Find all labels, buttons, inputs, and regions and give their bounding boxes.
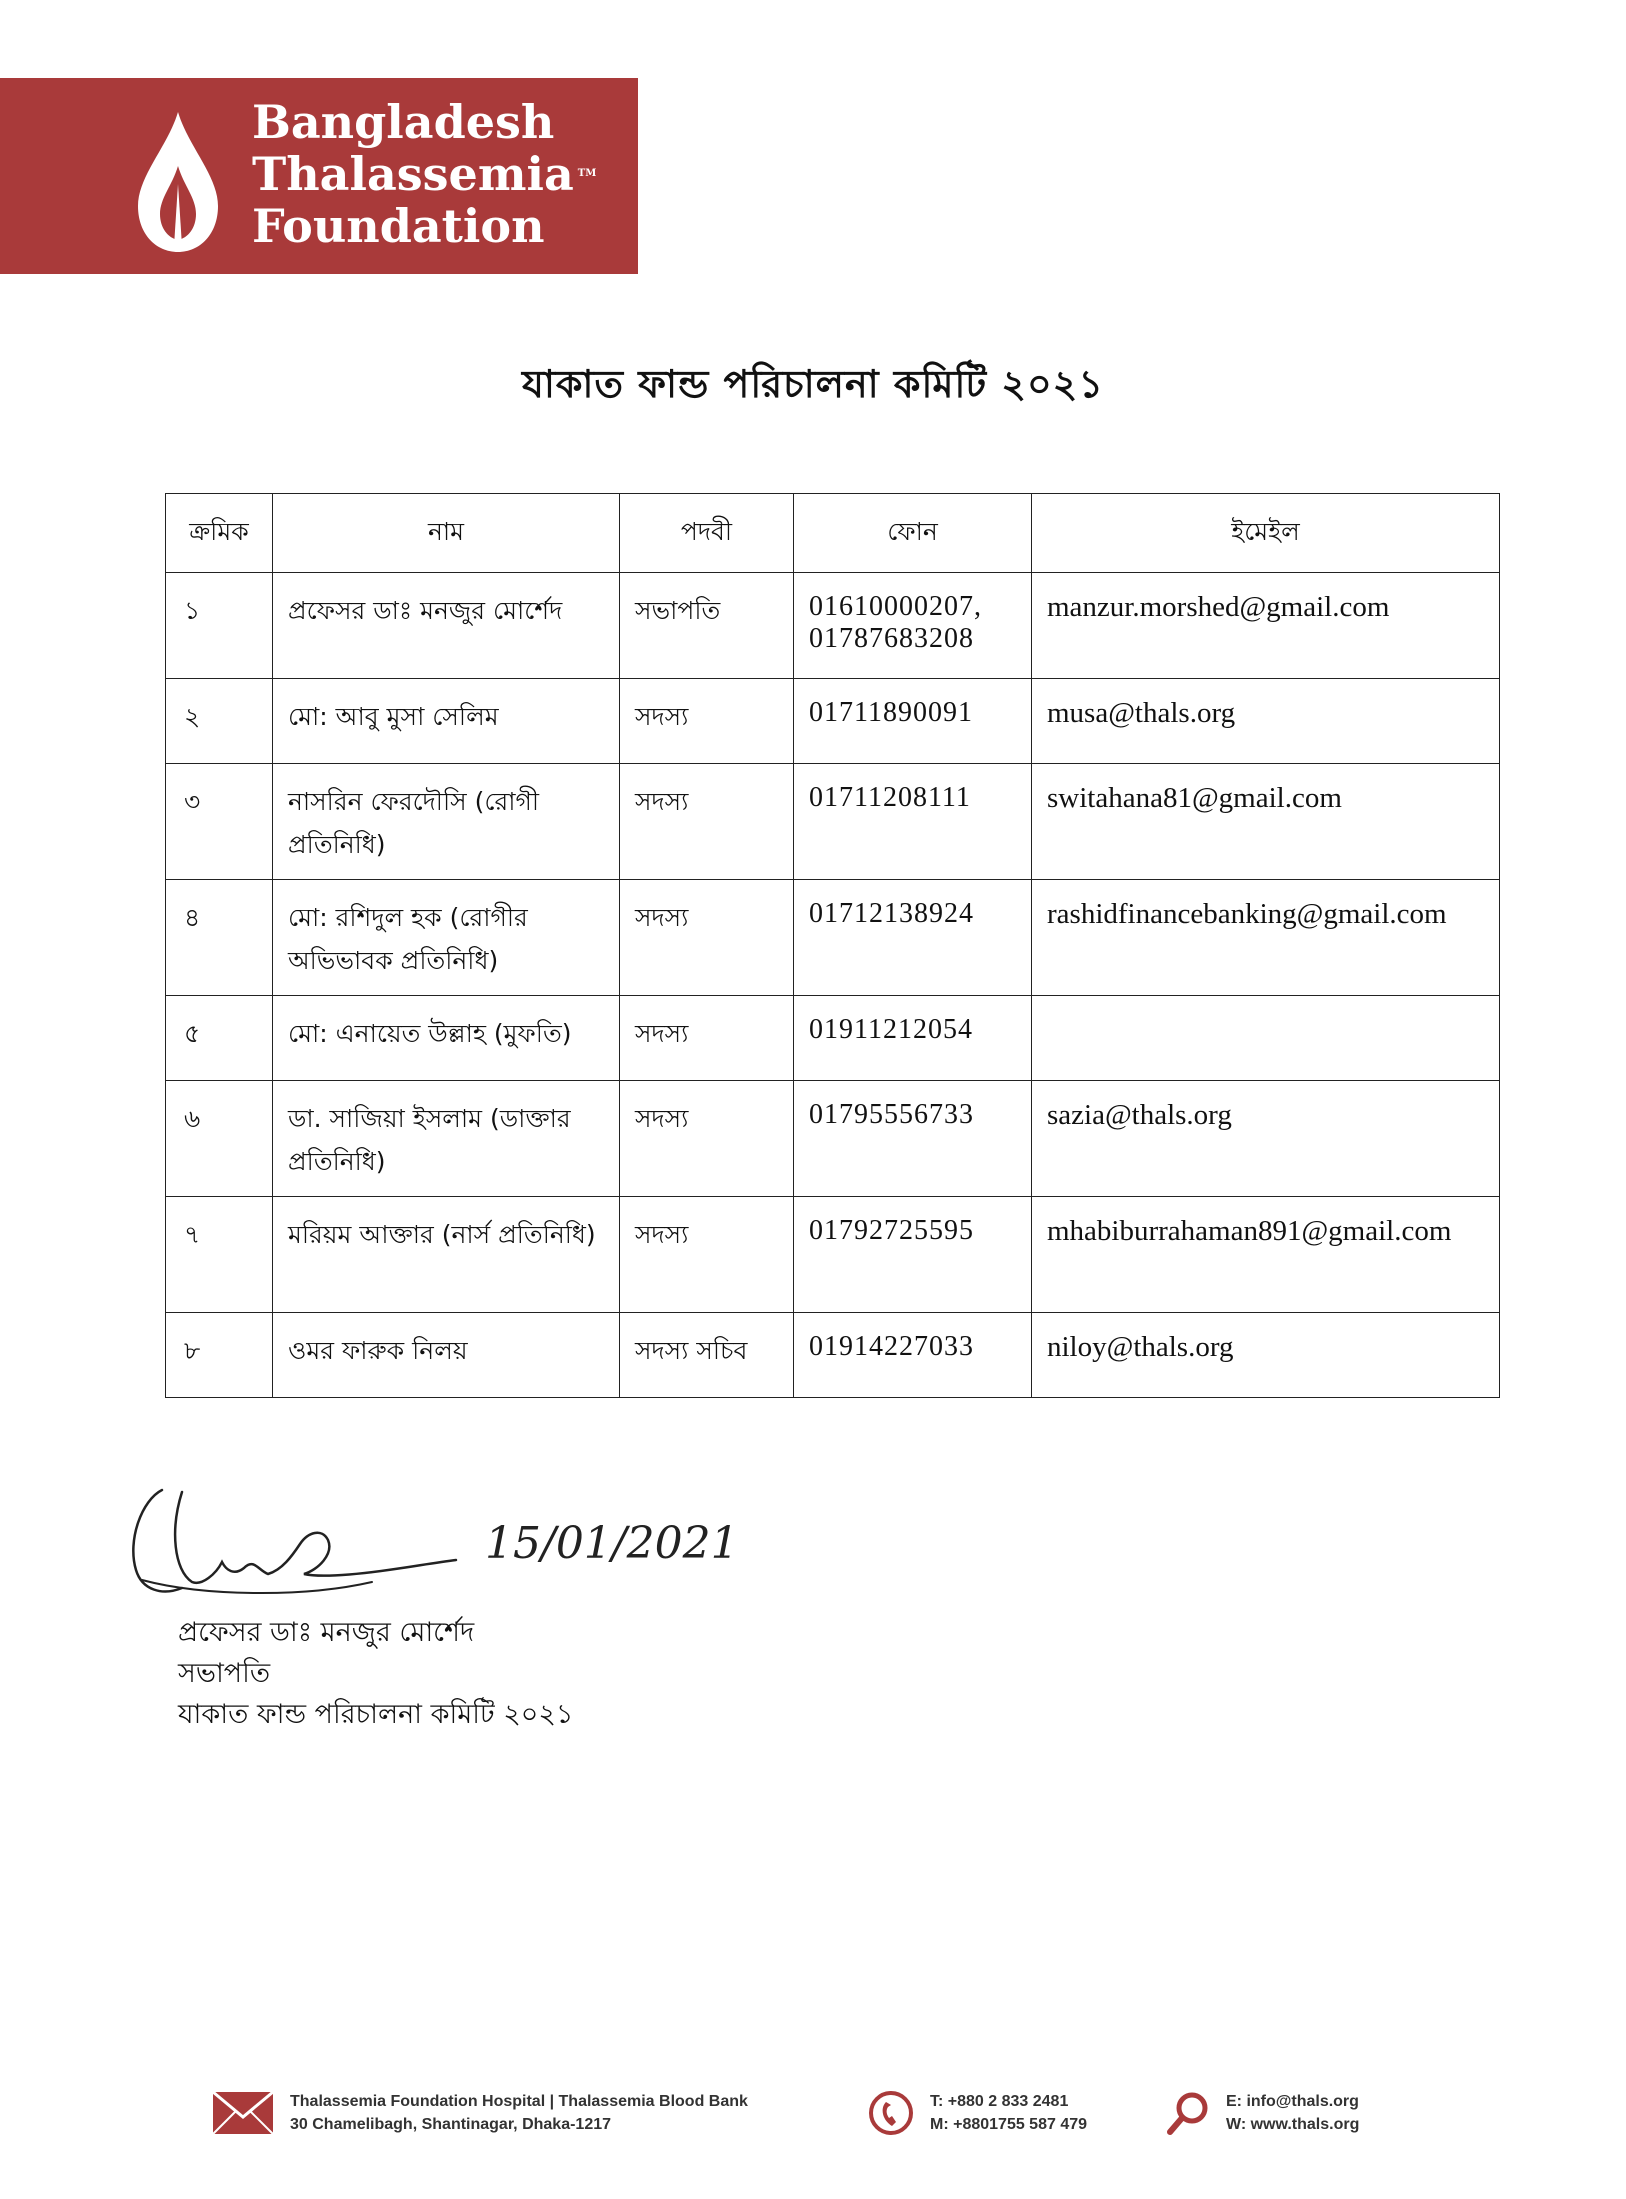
table-row — [166, 1313, 1500, 1398]
blood-drop-logo-icon — [128, 106, 228, 256]
header-email: ইমেইল — [1032, 494, 1500, 573]
name-cell: ডা. সাজিয়া ইসলাম (ডাক্তার প্রতিনিধি) — [273, 1081, 620, 1197]
table-row — [166, 880, 1500, 996]
foundation-logo — [0, 78, 638, 274]
email-cell: sazia@thals.org — [1032, 1081, 1500, 1197]
phone-cell: 01792725595 — [794, 1197, 1032, 1313]
phone-cell: 01795556733 — [794, 1081, 1032, 1197]
email-cell: manzur.morshed@gmail.com — [1032, 573, 1500, 679]
signatory-role: সভাপতি — [178, 1658, 271, 1689]
logo-line-2: Thalassemia — [252, 147, 574, 201]
footer-email-line: E: info@thals.org — [1226, 2093, 1359, 2110]
position-cell: সদস্য — [620, 1081, 794, 1197]
position-cell: সদস্য — [620, 1197, 794, 1313]
phone-icon — [868, 2090, 914, 2136]
name-cell: প্রফেসর ডাঃ মনজুর মোর্শেদ — [273, 573, 620, 679]
footer-tel-line-1: T: +880 2 833 2481 — [930, 2093, 1069, 2110]
serial-cell: ৭ — [166, 1197, 273, 1313]
phone-cell: 01911212054 — [794, 996, 1032, 1081]
logo-line-1: Bangladesh — [252, 95, 555, 149]
email-cell: switahana81@gmail.com — [1032, 764, 1500, 880]
email-cell — [1032, 996, 1500, 1081]
email-cell: musa@thals.org — [1032, 679, 1500, 764]
committee-table — [165, 493, 1500, 1398]
serial-cell: ৪ — [166, 880, 273, 996]
handwritten-signature — [122, 1470, 462, 1610]
email-cell: rashidfinancebanking@gmail.com — [1032, 880, 1500, 996]
name-cell: মো: রশিদুল হক (রোগীর অভিভাবক প্রতিনিধি) — [273, 880, 620, 996]
logo-line-3: Foundation — [252, 199, 545, 253]
magnifier-icon — [1166, 2090, 1210, 2136]
header-position: পদবী — [620, 494, 794, 573]
footer-address-line-1: Thalassemia Foundation Hospital | Thalassemia Blood Bank — [290, 2093, 748, 2110]
serial-cell: ৮ — [166, 1313, 273, 1398]
table-row — [166, 679, 1500, 764]
email-cell: niloy@thals.org — [1032, 1313, 1500, 1398]
header-phone: ফোন — [794, 494, 1032, 573]
position-cell: সদস্য — [620, 880, 794, 996]
serial-cell: ৩ — [166, 764, 273, 880]
position-cell: সদস্য — [620, 996, 794, 1081]
serial-cell: ১ — [166, 573, 273, 679]
footer-phone — [868, 2090, 1087, 2136]
table-row — [166, 764, 1500, 880]
logo-wordmark — [252, 96, 596, 252]
signatory-block — [178, 1612, 573, 1735]
phone-cell: 01711890091 — [794, 679, 1032, 764]
signatory-committee: যাকাত ফান্ড পরিচালনা কমিটি ২০২১ — [178, 1699, 574, 1730]
mail-envelope-icon — [212, 2091, 274, 2135]
name-cell: ওমর ফারুক নিলয় — [273, 1313, 620, 1398]
page-footer — [0, 2090, 1626, 2170]
table-row — [166, 1081, 1500, 1197]
signatory-name: প্রফেসর ডাঃ মনজুর মোর্শেদ — [178, 1617, 475, 1648]
name-cell: মো: এনায়েত উল্লাহ (মুফতি) — [273, 996, 620, 1081]
table-body — [166, 573, 1500, 1398]
table-header-row — [166, 494, 1500, 573]
phone-cell — [794, 573, 1032, 679]
position-cell: সদস্য — [620, 764, 794, 880]
position-cell: সদস্য — [620, 679, 794, 764]
table-row — [166, 996, 1500, 1081]
signature-date: 15/01/2021 — [485, 1518, 739, 1569]
position-cell: সদস্য সচিব — [620, 1313, 794, 1398]
phone-cell: 01712138924 — [794, 880, 1032, 996]
phone-cell: 01914227033 — [794, 1313, 1032, 1398]
table-row — [166, 1197, 1500, 1313]
email-cell: mhabiburrahaman891@gmail.com — [1032, 1197, 1500, 1313]
trademark-mark: TM — [577, 168, 597, 179]
footer-address — [212, 2090, 748, 2136]
footer-tel-line-2: M: +8801755 587 479 — [930, 2116, 1088, 2133]
phone-number: 01610000207, 01787683208 — [809, 591, 982, 654]
footer-website-line: W: www.thals.org — [1226, 2116, 1360, 2133]
name-cell: মো: আবু মুসা সেলিম — [273, 679, 620, 764]
document-title: যাকাত ফান্ড পরিচালনা কমিটি ২০২১ — [521, 362, 1105, 406]
name-cell: নাসরিন ফেরদৌসি (রোগী প্রতিনিধি) — [273, 764, 620, 880]
serial-cell: ২ — [166, 679, 273, 764]
table-row — [166, 573, 1500, 679]
serial-cell: ৫ — [166, 996, 273, 1081]
header-serial: ক্রমিক — [166, 494, 273, 573]
phone-cell: 01711208111 — [794, 764, 1032, 880]
name-cell: মরিয়ম আক্তার (নার্স প্রতিনিধি) — [273, 1197, 620, 1313]
footer-web — [1166, 2090, 1359, 2136]
footer-address-line-2: 30 Chamelibagh, Shantinagar, Dhaka-1217 — [290, 2116, 612, 2133]
serial-cell: ৬ — [166, 1081, 273, 1197]
position-cell: সভাপতি — [620, 573, 794, 679]
header-name: নাম — [273, 494, 620, 573]
